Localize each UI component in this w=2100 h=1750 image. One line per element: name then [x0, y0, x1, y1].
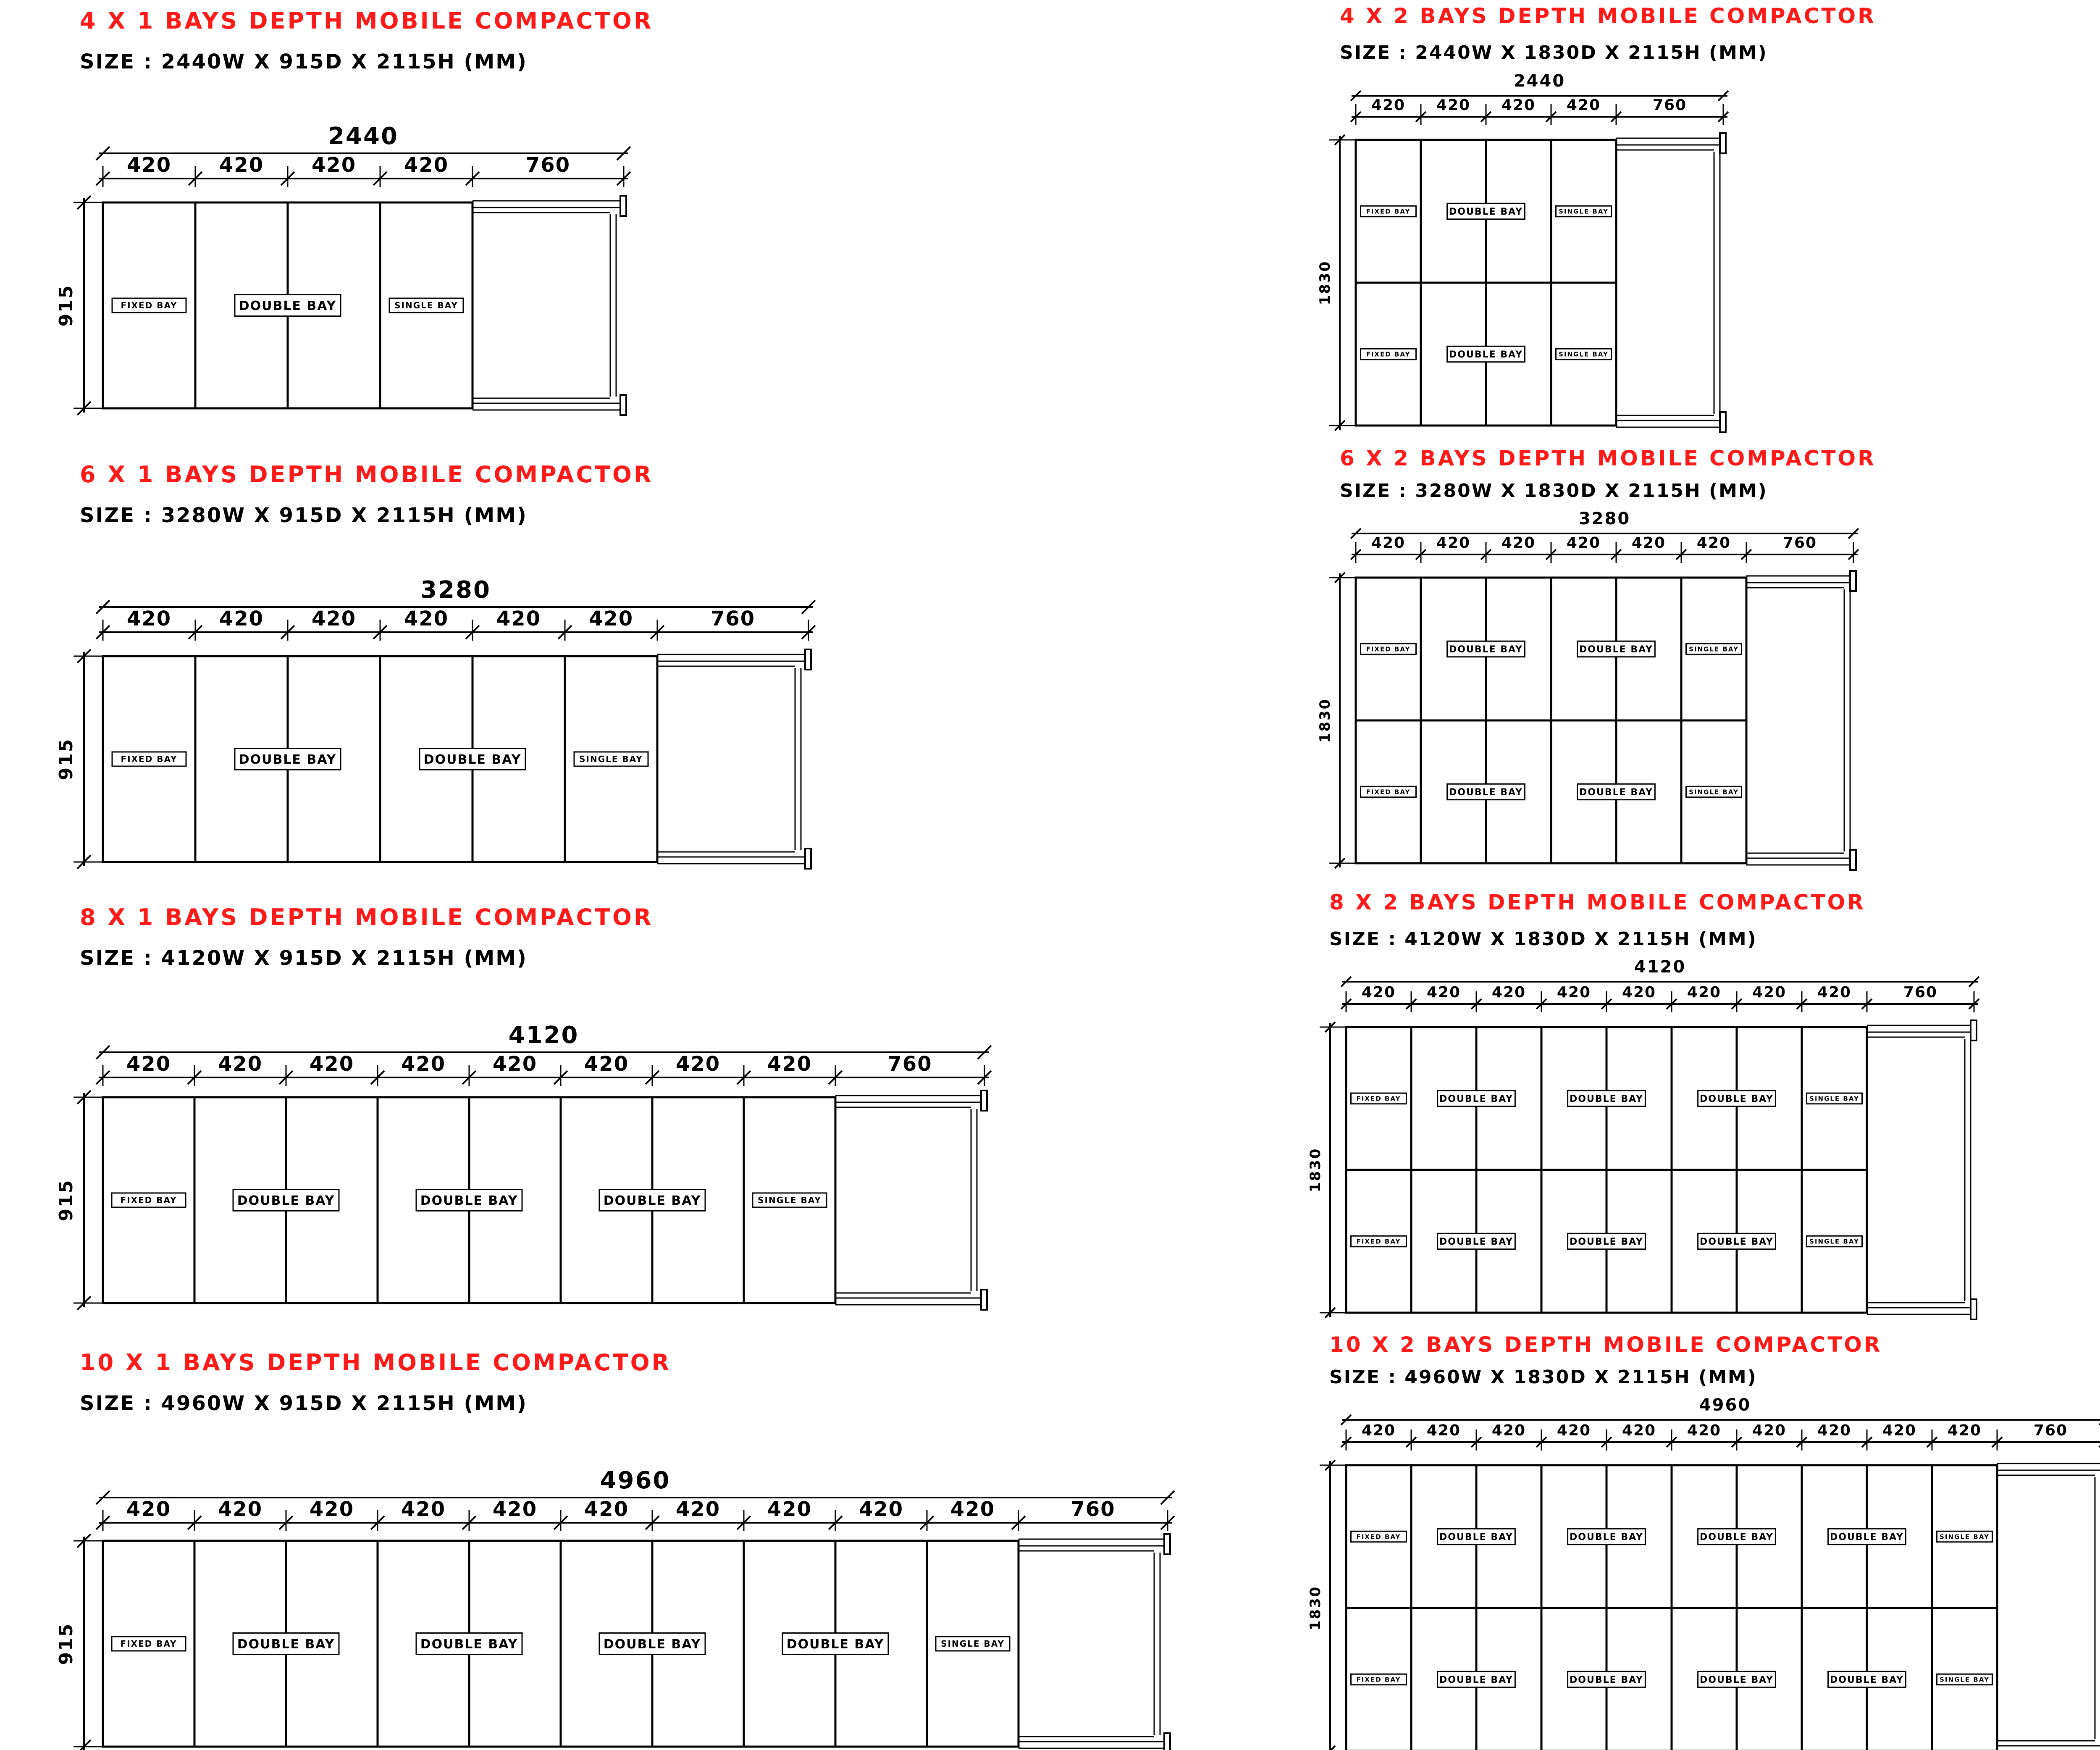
- segment-width-label: 420: [1752, 1422, 1787, 1439]
- bay-label-text: SINGLE BAY: [394, 300, 458, 311]
- segment-width-label: 420: [1817, 1422, 1852, 1439]
- bay-label-text: FIXED BAY: [1356, 1238, 1401, 1245]
- segment-width-label: 760: [1782, 534, 1817, 552]
- depth-label: 915: [55, 284, 77, 327]
- segment-width-label: 420: [950, 1498, 995, 1521]
- segment-width-label: 760: [1903, 984, 1938, 1001]
- depth-dimension: [1317, 135, 1356, 431]
- bay-label: [1556, 206, 1612, 217]
- bay-label: [1937, 1674, 1992, 1685]
- segment-width-label: 420: [1491, 984, 1526, 1001]
- bay-label: [112, 1637, 186, 1651]
- diagram-8x2: [1307, 890, 1979, 1319]
- rail-track: [1746, 571, 1856, 870]
- depth-dimension: [55, 1090, 103, 1310]
- segment-width-label: 760: [887, 1052, 932, 1076]
- bay-label-text: FIXED BAY: [1366, 645, 1411, 653]
- bay-label-text: SINGLE BAY: [1689, 788, 1739, 796]
- bay-label-text: SINGLE BAY: [1940, 1533, 1990, 1541]
- segment-width-label: 420: [1631, 534, 1666, 552]
- bay-label-text: SINGLE BAY: [1940, 1676, 1990, 1684]
- bay-label-text: DOUBLE BAY: [786, 1637, 885, 1652]
- segment-width-label: 760: [710, 607, 756, 631]
- bay-label-text: FIXED BAY: [1356, 1533, 1401, 1541]
- bay-label: [936, 1637, 1010, 1651]
- bay-label: [1568, 1090, 1646, 1106]
- bay-label: [1351, 1531, 1407, 1542]
- segment-width-label: 420: [1557, 1422, 1591, 1439]
- diagram-6x2: [1317, 446, 1876, 870]
- diagram-size: SIZE : 4960W X 915D X 2115H (MM): [80, 1392, 528, 1415]
- bay-label: [1807, 1236, 1862, 1247]
- bay-label-text: DOUBLE BAY: [239, 752, 337, 767]
- storage-units: [103, 1541, 1018, 1747]
- segment-width-label: 420: [401, 1498, 446, 1521]
- diagram-title: 10 X 1 BAYS DEPTH MOBILE COMPACTOR: [80, 1349, 672, 1376]
- bay-label-text: DOUBLE BAY: [1700, 1236, 1774, 1247]
- bay-label: [1568, 1529, 1646, 1544]
- bay-label: [1568, 1671, 1646, 1687]
- segment-width-label: 760: [1652, 97, 1687, 114]
- bay-label: [1698, 1090, 1776, 1106]
- bay-label-text: FIXED BAY: [1356, 1095, 1401, 1103]
- storage-units: [103, 202, 472, 408]
- bay-label-text: DOUBLE BAY: [603, 1637, 701, 1652]
- segment-width-label: 420: [1622, 1422, 1656, 1439]
- rail-end-stop: [1164, 1733, 1170, 1750]
- segment-width-label: 420: [858, 1498, 904, 1521]
- bay-label-text: FIXED BAY: [121, 300, 178, 311]
- depth-dimension: [55, 1534, 103, 1750]
- segment-width-label: 420: [1566, 97, 1601, 114]
- rail-end-stop: [1720, 133, 1726, 153]
- bay-label-text: DOUBLE BAY: [1449, 349, 1523, 360]
- depth-label: 915: [55, 1179, 77, 1222]
- segment-dimensions: [1351, 534, 1858, 563]
- rail-end-stop: [981, 1090, 987, 1111]
- segment-width-label: 420: [1426, 984, 1461, 1001]
- diagram-title: 6 X 2 BAYS DEPTH MOBILE COMPACTOR: [1340, 446, 1876, 470]
- segment-width-label: 420: [218, 1498, 263, 1521]
- bay-label-text: DOUBLE BAY: [1449, 644, 1523, 655]
- bay-label: [112, 752, 186, 766]
- segment-width-label: 420: [1566, 534, 1601, 552]
- segment-width-label: 420: [401, 1052, 446, 1076]
- segment-dimensions: [96, 607, 815, 641]
- bay-label-text: DOUBLE BAY: [1700, 1532, 1774, 1542]
- diagram-title: 10 X 2 BAYS DEPTH MOBILE COMPACTOR: [1329, 1332, 1882, 1357]
- bay-label-text: FIXED BAY: [1356, 1676, 1401, 1684]
- depth-dimension: [1307, 1022, 1346, 1318]
- bay-label-text: DOUBLE BAY: [239, 298, 337, 313]
- segment-width-label: 420: [126, 607, 172, 631]
- diagram-size: SIZE : 3280W X 915D X 2115H (MM): [80, 504, 528, 527]
- storage-units: [1356, 140, 1616, 426]
- storage-units: [1346, 1027, 1867, 1313]
- segment-width-label: 420: [675, 1498, 721, 1521]
- segment-dimensions: [96, 153, 630, 187]
- segment-width-label: 420: [492, 1052, 538, 1076]
- segment-width-label: 420: [1752, 984, 1787, 1001]
- bay-label: [1578, 641, 1655, 657]
- bay-label-text: SINGLE BAY: [1809, 1238, 1859, 1245]
- segment-width-label: 420: [1882, 1422, 1917, 1439]
- depth-dimension: [55, 649, 103, 869]
- total-dimension: [1351, 509, 1858, 539]
- bay-label: [1828, 1671, 1906, 1687]
- bay-label-text: SINGLE BAY: [1809, 1095, 1859, 1103]
- bay-label-text: DOUBLE BAY: [1439, 1532, 1513, 1542]
- bay-label: [233, 1633, 339, 1655]
- segment-width-label: 420: [1687, 1422, 1722, 1439]
- segment-dimensions: [1341, 984, 1979, 1012]
- bay-label: [1698, 1529, 1776, 1544]
- bay-label: [1578, 784, 1655, 799]
- bay-label-text: DOUBLE BAY: [1570, 1674, 1643, 1685]
- depth-label: 915: [55, 738, 77, 780]
- bay-label-text: DOUBLE BAY: [1700, 1093, 1774, 1104]
- bay-label-text: DOUBLE BAY: [1579, 644, 1653, 655]
- segment-width-label: 760: [525, 153, 571, 177]
- bay-label: [1351, 1236, 1407, 1247]
- segment-width-label: 420: [126, 1498, 171, 1521]
- rail-end-stop: [805, 849, 811, 869]
- diagram-4x1: [55, 8, 654, 415]
- bay-label: [1438, 1529, 1515, 1544]
- bay-label: [574, 752, 648, 766]
- segment-width-label: 420: [218, 1052, 263, 1076]
- rail-track: [657, 649, 811, 869]
- total-width-label: 4960: [600, 1467, 671, 1494]
- bay-label-text: DOUBLE BAY: [1570, 1093, 1643, 1104]
- total-dimension: [96, 576, 815, 614]
- bay-label: [1438, 1090, 1515, 1106]
- diagram-size: SIZE : 2440W X 915D X 2115H (MM): [80, 50, 528, 74]
- segment-width-label: 420: [1557, 984, 1591, 1001]
- segment-width-label: 420: [492, 1498, 538, 1521]
- diagram-size: SIZE : 3280W X 1830D X 2115H (MM): [1340, 480, 1768, 502]
- total-width-label: 3280: [420, 576, 491, 604]
- rail-end-stop: [1850, 850, 1856, 870]
- bay-label-text: DOUBLE BAY: [1579, 787, 1653, 798]
- storage-units: [103, 1097, 835, 1303]
- bay-label: [1351, 1093, 1407, 1104]
- segment-width-label: 420: [675, 1052, 721, 1076]
- total-width-label: 2440: [328, 123, 399, 150]
- rail-end-stop: [1850, 571, 1856, 591]
- diagram-title: 4 X 2 BAYS DEPTH MOBILE COMPACTOR: [1340, 4, 1876, 28]
- rail-end-stop: [1164, 1534, 1170, 1554]
- bay-label: [1698, 1233, 1776, 1249]
- depth-label: 1830: [1307, 1147, 1324, 1193]
- rail-track: [1616, 133, 1726, 432]
- bay-label: [1361, 644, 1416, 654]
- total-dimension: [1341, 957, 1979, 987]
- total-width-label: 3280: [1578, 509, 1631, 528]
- depth-dimension: [55, 196, 103, 415]
- rail-end-stop: [1720, 412, 1726, 432]
- segment-width-label: 420: [219, 153, 264, 177]
- diagram-size: SIZE : 2440W X 1830D X 2115H (MM): [1340, 42, 1768, 63]
- bay-label-text: DOUBLE BAY: [237, 1193, 335, 1208]
- bay-label: [1361, 349, 1416, 360]
- segment-width-label: 420: [584, 1052, 629, 1076]
- bay-label: [599, 1190, 705, 1211]
- segment-width-label: 760: [2033, 1422, 2068, 1439]
- bay-label-text: DOUBLE BAY: [1830, 1532, 1904, 1542]
- segment-width-label: 420: [588, 607, 634, 631]
- bay-label-text: SINGLE BAY: [1559, 208, 1609, 215]
- total-width-label: 4120: [508, 1022, 579, 1049]
- diagram-4x2: [1317, 4, 1876, 432]
- bay-label: [1568, 1233, 1646, 1249]
- segment-width-label: 420: [1947, 1422, 1982, 1439]
- rail-end-stop: [620, 196, 626, 216]
- bay-label-text: SINGLE BAY: [758, 1195, 822, 1206]
- segment-width-label: 420: [584, 1498, 629, 1521]
- bay-label: [599, 1633, 705, 1655]
- segment-dimensions: [96, 1052, 991, 1086]
- bay-label: [1556, 349, 1612, 360]
- bay-label: [1447, 203, 1525, 219]
- bay-label-text: FIXED BAY: [120, 1639, 177, 1649]
- bay-label: [235, 749, 341, 770]
- bay-label: [1807, 1093, 1862, 1104]
- segment-width-label: 420: [1687, 984, 1722, 1001]
- rail-end-stop: [981, 1290, 987, 1310]
- depth-dimension: [1317, 573, 1356, 868]
- bay-label: [420, 749, 525, 770]
- segment-width-label: 420: [1501, 534, 1536, 552]
- segment-dimensions: [1341, 1422, 2100, 1450]
- rail-end-stop: [805, 649, 811, 670]
- diagram-size: SIZE : 4120W X 1830D X 2115H (MM): [1329, 928, 1757, 950]
- bay-label: [1828, 1529, 1906, 1544]
- bay-label-text: DOUBLE BAY: [420, 1193, 518, 1208]
- bay-label: [112, 298, 186, 313]
- rail-end-stop: [1971, 1299, 1977, 1319]
- rail-end-stop: [620, 395, 626, 415]
- segment-width-label: 420: [1817, 984, 1852, 1001]
- storage-units: [103, 656, 657, 862]
- segment-width-label: 420: [126, 1052, 171, 1076]
- segment-width-label: 420: [1361, 984, 1396, 1001]
- segment-width-label: 420: [1622, 984, 1656, 1001]
- bay-label-text: FIXED BAY: [1366, 788, 1411, 796]
- segment-width-label: 420: [219, 607, 264, 631]
- rail-track: [1867, 1020, 1977, 1319]
- bay-label-text: DOUBLE BAY: [420, 1637, 518, 1652]
- segment-width-label: 420: [1361, 1422, 1396, 1439]
- bay-label: [1447, 641, 1525, 657]
- bay-label: [235, 295, 341, 316]
- bay-label-text: SINGLE BAY: [1559, 350, 1609, 358]
- total-width-label: 2440: [1513, 71, 1566, 91]
- segment-width-label: 420: [1501, 97, 1536, 114]
- diagram-6x1: [55, 461, 815, 869]
- bay-label: [1686, 786, 1742, 797]
- bay-label: [112, 1193, 186, 1207]
- bay-label-text: DOUBLE BAY: [1439, 1093, 1513, 1104]
- segment-width-label: 420: [496, 607, 541, 631]
- depth-label: 1830: [1317, 260, 1334, 305]
- total-width-label: 4120: [1634, 957, 1686, 977]
- segment-width-label: 420: [404, 607, 449, 631]
- bay-label: [1351, 1674, 1407, 1685]
- bay-label-text: DOUBLE BAY: [1449, 787, 1523, 798]
- depth-label: 1830: [1307, 1585, 1324, 1631]
- rail-track: [1018, 1534, 1170, 1750]
- diagram-size: SIZE : 4960W X 1830D X 2115H (MM): [1329, 1366, 1757, 1388]
- total-width-label: 4960: [1699, 1395, 1751, 1415]
- segment-width-label: 420: [311, 153, 357, 177]
- segment-width-label: 420: [1696, 534, 1731, 552]
- bay-label-text: FIXED BAY: [121, 754, 178, 765]
- bay-label-text: DOUBLE BAY: [1570, 1236, 1643, 1247]
- bay-label: [416, 1190, 522, 1211]
- total-dimension: [1341, 1395, 2100, 1425]
- diagram-title: 6 X 1 BAYS DEPTH MOBILE COMPACTOR: [80, 461, 654, 488]
- bay-label-text: SINGLE BAY: [1689, 645, 1739, 653]
- segment-width-label: 420: [309, 1052, 354, 1076]
- bay-label: [1361, 786, 1416, 797]
- bay-label: [1447, 346, 1525, 362]
- depth-label: 1830: [1317, 698, 1334, 743]
- segment-dimensions: [96, 1498, 1174, 1531]
- segment-width-label: 420: [126, 153, 172, 177]
- diagram-title: 4 X 1 BAYS DEPTH MOBILE COMPACTOR: [80, 8, 654, 34]
- bay-label-text: DOUBLE BAY: [1830, 1674, 1904, 1685]
- segment-width-label: 420: [404, 153, 449, 177]
- diagram-size: SIZE : 4120W X 915D X 2115H (MM): [80, 946, 528, 970]
- bay-label-text: DOUBLE BAY: [423, 752, 522, 767]
- bay-label: [1361, 206, 1416, 217]
- segment-width-label: 420: [311, 607, 357, 631]
- depth-label: 915: [55, 1622, 77, 1665]
- segment-width-label: 420: [1371, 534, 1406, 552]
- segment-width-label: 760: [1071, 1498, 1116, 1521]
- bay-label: [389, 298, 463, 313]
- bay-label: [1937, 1531, 1992, 1542]
- bay-label: [233, 1190, 339, 1211]
- bay-label: [1438, 1671, 1515, 1687]
- bay-label-text: DOUBLE BAY: [1449, 206, 1523, 217]
- segment-width-label: 420: [309, 1498, 354, 1521]
- bay-label-text: DOUBLE BAY: [1570, 1532, 1643, 1542]
- bay-label: [1686, 644, 1742, 654]
- segment-width-label: 420: [1436, 534, 1471, 552]
- bay-label: [416, 1633, 522, 1655]
- bay-label-text: SINGLE BAY: [579, 754, 643, 765]
- bay-label-text: DOUBLE BAY: [1439, 1236, 1513, 1247]
- rail-track: [835, 1090, 987, 1310]
- bay-label: [1447, 784, 1525, 799]
- bay-label-text: SINGLE BAY: [941, 1639, 1005, 1649]
- bay-label-text: FIXED BAY: [1366, 350, 1411, 358]
- diagram-8x1: [55, 904, 991, 1310]
- diagram-title: 8 X 2 BAYS DEPTH MOBILE COMPACTOR: [1329, 890, 1866, 914]
- bay-label: [753, 1193, 827, 1207]
- segment-width-label: 420: [1426, 1422, 1461, 1439]
- bay-label-text: FIXED BAY: [120, 1195, 177, 1206]
- rail-end-stop: [1971, 1020, 1977, 1041]
- bay-label: [1438, 1233, 1515, 1249]
- segment-width-label: 420: [1436, 97, 1471, 114]
- bay-label-text: FIXED BAY: [1366, 208, 1411, 215]
- segment-dimensions: [1351, 97, 1728, 125]
- diagram-10x1: [55, 1349, 1174, 1750]
- rail-track: [472, 196, 626, 415]
- bay-label: [782, 1633, 888, 1655]
- bay-label-text: DOUBLE BAY: [603, 1193, 701, 1208]
- depth-dimension: [1307, 1460, 1346, 1750]
- bay-label-text: DOUBLE BAY: [1700, 1674, 1774, 1685]
- segment-width-label: 420: [767, 1052, 812, 1076]
- storage-units: [1346, 1465, 1997, 1750]
- bay-label-text: DOUBLE BAY: [1439, 1674, 1513, 1685]
- storage-units: [1356, 578, 1746, 863]
- segment-width-label: 420: [767, 1498, 812, 1521]
- rail-track: [1997, 1458, 2100, 1750]
- bay-label: [1698, 1671, 1776, 1687]
- segment-width-label: 420: [1371, 97, 1406, 114]
- diagram-10x2: [1307, 1332, 2100, 1750]
- segment-width-label: 420: [1491, 1422, 1526, 1439]
- bay-label-text: DOUBLE BAY: [237, 1637, 335, 1652]
- diagram-title: 8 X 1 BAYS DEPTH MOBILE COMPACTOR: [80, 904, 654, 930]
